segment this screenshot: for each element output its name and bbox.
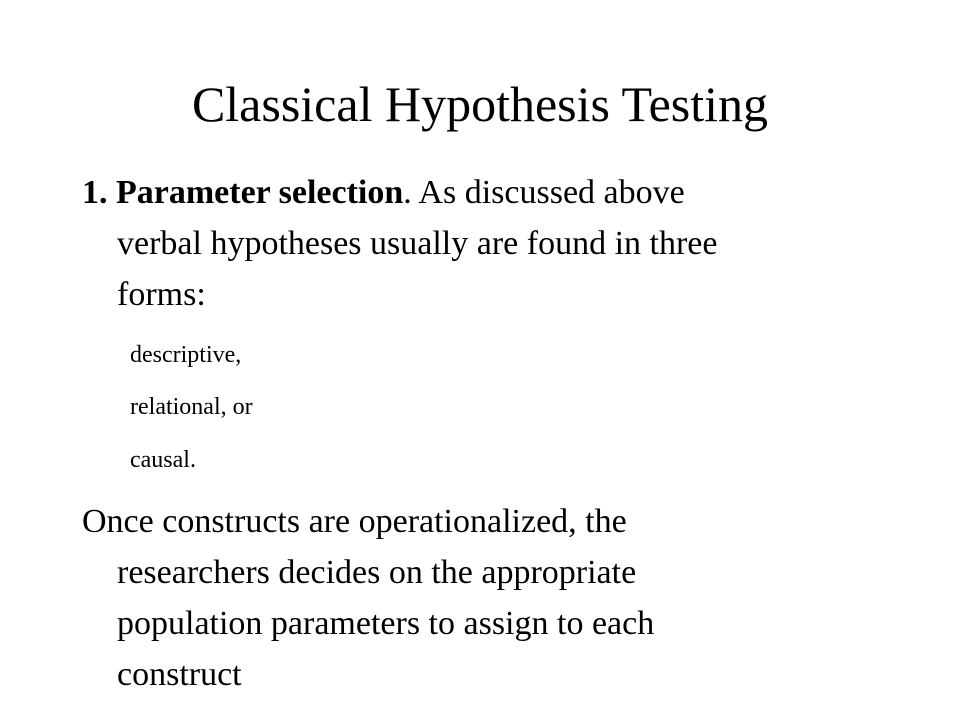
step-label: 1. Parameter selection bbox=[82, 174, 404, 211]
paragraph-line: researchers decides on the appropriate bbox=[117, 554, 637, 591]
form-item-causal: causal. bbox=[130, 447, 196, 473]
parameter-selection-paragraph bbox=[82, 167, 912, 320]
paragraph-line: construct bbox=[117, 656, 242, 693]
slide-title: Classical Hypothesis Testing bbox=[191, 76, 769, 132]
paragraph-line bbox=[82, 167, 912, 218]
paragraph-line: Once constructs are operationalized, the bbox=[82, 503, 627, 540]
conclusion-paragraph bbox=[82, 496, 912, 700]
paragraph-line: verbal hypotheses usually are found in three bbox=[117, 225, 718, 262]
form-item-relational: relational, or bbox=[130, 394, 253, 420]
form-item-descriptive: descriptive, bbox=[130, 342, 242, 368]
paragraph-line: forms: bbox=[117, 276, 206, 313]
paragraph-line: population parameters to assign to each bbox=[117, 605, 655, 642]
step-label-terminator: . bbox=[403, 174, 412, 211]
step-text: As discussed above bbox=[411, 174, 685, 211]
